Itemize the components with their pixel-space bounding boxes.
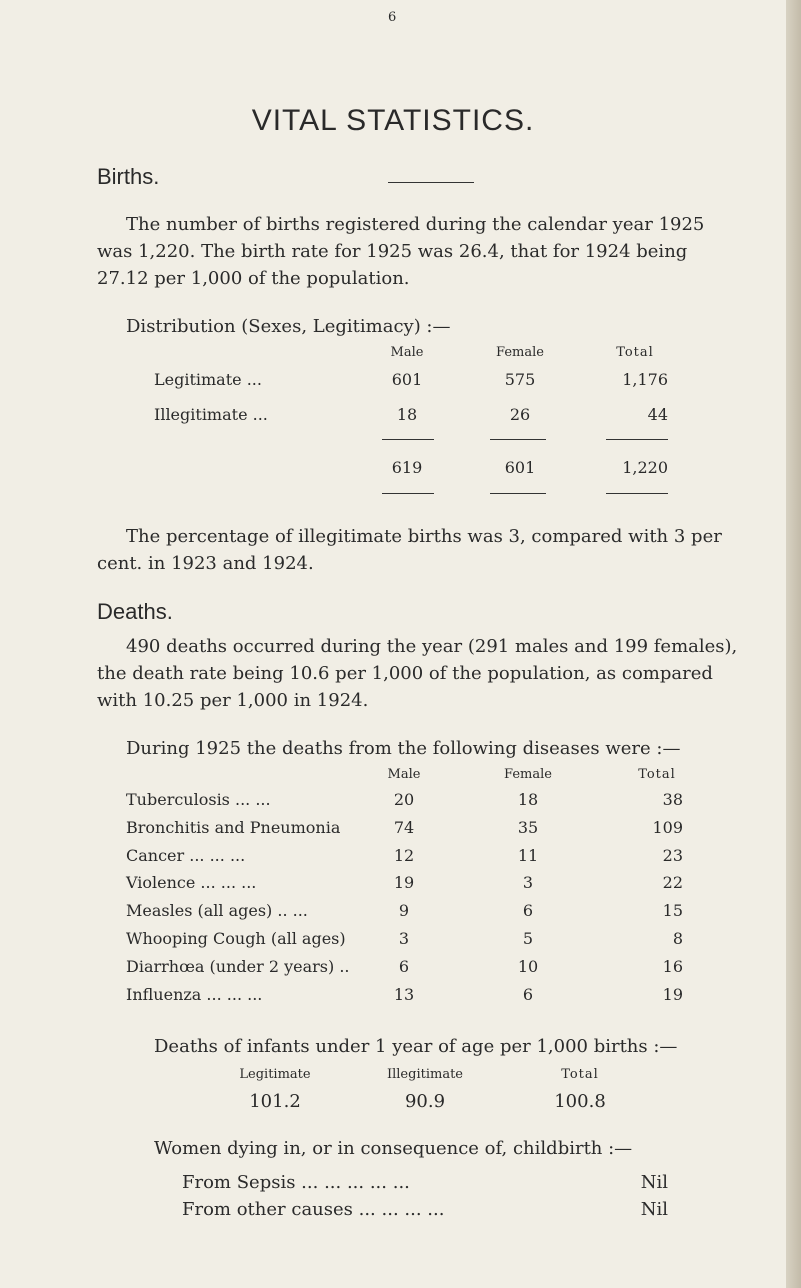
childbirth-row-value: Nil [640, 1199, 668, 1220]
deaths-paragraph-line: with 10.25 per 1,000 in 1924. [97, 690, 369, 711]
childbirth-row-value: Nil [640, 1172, 668, 1193]
title-divider [388, 182, 474, 183]
disease-cell-female: 5 [522, 929, 534, 948]
cell-total: 1,176 [622, 370, 668, 389]
deaths-paragraph-line: the death rate being 10.6 per 1,000 of the population, as compared [97, 663, 713, 684]
disease-cell-total: 19 [662, 985, 683, 1004]
childbirth-row-label: From Sepsis ... ... ... ... ... [182, 1172, 410, 1193]
births-paragraph-line: was 1,220. The birth rate for 1925 was 26.4, that for 1924 being [97, 241, 688, 262]
disease-row-label: Cancer ... ... ... [126, 846, 246, 865]
disease-cell-female: 35 [517, 818, 539, 837]
disease-row-label: Whooping Cough (all ages) [126, 929, 346, 948]
disease-row-label: Diarrhœa (under 2 years) .. [126, 957, 350, 976]
sum-rule [382, 439, 434, 440]
cell-female: 26 [509, 405, 531, 424]
diseases-label: During 1925 the deaths from the following diseases were :— [126, 738, 681, 759]
total-total: 1,220 [622, 458, 668, 477]
disease-cell-total: 16 [662, 957, 683, 976]
disease-cell-male: 19 [393, 873, 415, 892]
births-paragraph-line: The number of births registered during the calendar year 1925 [126, 214, 705, 235]
disease-cell-male: 6 [398, 957, 410, 976]
cell-male: 18 [396, 405, 418, 424]
disease-cell-male: 12 [393, 846, 415, 865]
page-edge [786, 0, 801, 1288]
childbirth-row-label: From other causes ... ... ... ... [182, 1199, 445, 1220]
disease-cell-total: 23 [662, 846, 683, 865]
disease-cell-female: 10 [517, 957, 539, 976]
column-header-total: Total [616, 345, 654, 360]
total-rule [490, 493, 546, 494]
infants-value-total: 100.8 [554, 1091, 606, 1112]
column-header-male: Male [390, 345, 424, 360]
row-label: Legitimate ... [154, 370, 262, 389]
disease-cell-total: 38 [662, 790, 683, 809]
infants-label: Deaths of infants under 1 year of age per 1,000 births :— [154, 1036, 678, 1057]
disease-cell-male: 20 [393, 790, 415, 809]
sum-rule [490, 439, 546, 440]
disease-row-label: Violence ... ... ... [126, 873, 257, 892]
column-header-total: Total [638, 767, 676, 782]
total-female: 601 [504, 458, 536, 477]
childbirth-label: Women dying in, or in consequence of, childbirth :— [154, 1138, 633, 1159]
disease-cell-female: 6 [522, 901, 534, 920]
disease-cell-male: 9 [398, 901, 410, 920]
disease-row-label: Tuberculosis ... ... [126, 790, 271, 809]
disease-cell-total: 109 [652, 818, 683, 837]
page-title: VITAL STATISTICS. [251, 104, 535, 137]
disease-cell-female: 6 [522, 985, 534, 1004]
births-paragraph-line: cent. in 1923 and 1924. [97, 553, 314, 574]
disease-cell-total: 15 [662, 901, 683, 920]
cell-female: 575 [504, 370, 536, 389]
total-rule [606, 493, 668, 494]
column-header-female: Female [496, 345, 544, 360]
disease-row-label: Bronchitis and Pneumonia [126, 818, 341, 837]
disease-row-label: Influenza ... ... ... [126, 985, 263, 1004]
distribution-label: Distribution (Sexes, Legitimacy) :— [126, 316, 451, 337]
page-number: 6 [388, 10, 397, 25]
cell-total: 44 [647, 405, 668, 424]
total-rule [382, 493, 434, 494]
infants-header-illegitimate: Illegitimate [386, 1067, 463, 1082]
disease-cell-male: 3 [398, 929, 410, 948]
disease-cell-male: 74 [393, 818, 415, 837]
disease-cell-male: 13 [393, 985, 415, 1004]
births-paragraph-line: The percentage of illegitimate births was 3, compared with 3 per [126, 526, 722, 547]
infants-header-total: Total [561, 1067, 599, 1082]
column-header-male: Male [387, 767, 421, 782]
disease-cell-total: 22 [662, 873, 683, 892]
births-heading: Births. [97, 164, 160, 189]
infants-value-illegitimate: 90.9 [404, 1091, 446, 1112]
cell-male: 601 [391, 370, 423, 389]
disease-cell-female: 11 [517, 846, 539, 865]
births-paragraph-line: 27.12 per 1,000 of the population. [97, 268, 410, 289]
disease-cell-female: 3 [522, 873, 534, 892]
sum-rule [606, 439, 668, 440]
disease-cell-total: 8 [672, 929, 683, 948]
deaths-heading: Deaths. [97, 599, 173, 624]
column-header-female: Female [504, 767, 552, 782]
infants-value-legitimate: 101.2 [249, 1091, 301, 1112]
disease-cell-female: 18 [517, 790, 539, 809]
row-label: Illegitimate ... [154, 405, 268, 424]
deaths-paragraph-line: 490 deaths occurred during the year (291 males and 199 females), [126, 636, 738, 657]
disease-row-label: Measles (all ages) .. ... [126, 901, 308, 920]
infants-header-legitimate: Legitimate [239, 1067, 311, 1082]
total-male: 619 [391, 458, 423, 477]
